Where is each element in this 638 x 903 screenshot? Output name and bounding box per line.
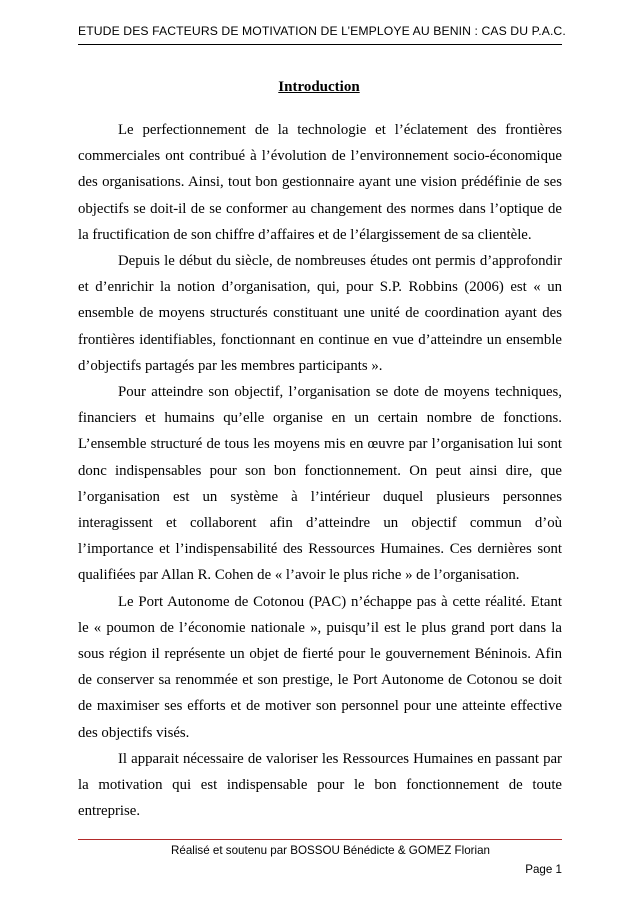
paragraph: Le Port Autonome de Cotonou (PAC) n’échappe pas à cette réalité. Etant le « poumon de l’économie nationale », puisqu’il est le plus grand port dans la sous région il représente un objet de fierté pour le gouvernement Béninois. Afin de conserver sa renommée et son prestige, le Port Autonome de Cotonou se doit de maximiser ses efforts et de motiver son personnel pour une atteinte effective des objectifs visés. [78,593,562,741]
running-header: ETUDE DES FACTEURS DE MOTIVATION DE L’EMPLOYE AU BENIN : CAS DU P.A.C. [78,24,566,38]
page-number: Page 1 [525,863,562,876]
footer-divider [78,839,562,840]
paragraph: Depuis le début du siècle, de nombreuses études ont permis d’approfondir et d’enrichir la notion d’organisation, qui, pour S.P. Robbins (2006) est « un ensemble de moyens structurés constituant une unité de coordination ayant des frontières identifiables, fonctionnant en continue en vue d’atteindre un ensemble d’objectifs partagés par les membres participants ». [78,253,562,374]
paragraph: Il apparait nécessaire de valoriser les Ressources Humaines en passant par la motivation qui est indispensable pour le bon fonctionnement de toute entreprise. [78,750,562,820]
paragraph: Le perfectionnement de la technologie et l’éclatement des frontières commerciales ont contribué à l’évolution de l’environnement socio-économique des organisations. Ainsi, tout bon gestionnaire ayant une vision prédéfinie de ses objectifs se doit-il de se conformer au changement des normes dans l’optique de la fructification de son chiffre d’affaires et de l’élargissement de sa clientèle. [78,122,562,243]
body-text [78,117,562,824]
footer-authors: Réalisé et soutenu par BOSSOU Bénédicte & GOMEZ Florian [171,844,490,857]
header-divider [78,44,562,45]
page-title: Introduction [278,79,360,95]
paragraph: Pour atteindre son objectif, l’organisation se dote de moyens techniques, financiers et humains qu’elle organise en un certain nombre de fonctions. L’ensemble structuré de tous les moyens mis en œuvre par l’organisation lui sont donc indispensables pour son bon fonctionnement. On peut ainsi dire, que l’organisation est un système à l’intérieur duquel plusieurs personnes interagissent et collaborent afin d’atteindre un objectif commun d’où l’importance et l’indispensabilité des Ressources Humaines. Ces dernières sont qualifiées par Allan R. Cohen de « l’avoir le plus riche » de l’organisation. [78,384,562,584]
